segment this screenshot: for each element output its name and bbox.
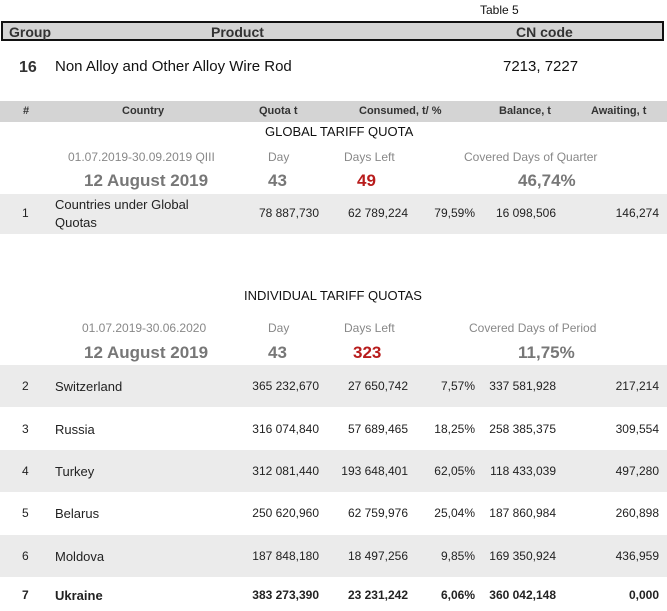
row-balance: 187 860,984 [489, 506, 556, 520]
global-date: 12 August 2019 [84, 171, 209, 190]
global-quota-title: GLOBAL TARIFF QUOTA [265, 124, 414, 139]
row-consumed: 193 648,401 [341, 464, 408, 478]
global-day: 43 [268, 171, 287, 190]
header-product: Product [211, 24, 264, 40]
row-awaiting: 497,280 [615, 464, 659, 478]
row-num: 1 [22, 206, 29, 220]
row-pct: 79,59% [434, 206, 475, 220]
individual-period: 01.07.2019-30.06.2020 [82, 321, 207, 335]
row-pct: 6,06% [440, 588, 475, 602]
row-awaiting: 146,274 [615, 206, 659, 220]
cn-code: 7213, 7227 [503, 58, 579, 75]
row-balance: 337 581,928 [489, 379, 556, 393]
row-country: Belarus [55, 506, 100, 521]
row-quota: 78 887,730 [258, 206, 319, 220]
individual-days-left: 323 [353, 343, 382, 362]
row-pct: 62,05% [434, 464, 475, 478]
row-quota: 365 232,670 [252, 379, 319, 393]
individual-date: 12 August 2019 [84, 343, 209, 362]
table-header [1, 21, 664, 41]
row-balance: 360 042,148 [489, 588, 556, 602]
global-days-left: 49 [357, 171, 376, 190]
col-quota: Quota t [259, 105, 298, 117]
col-balance: Balance, t [499, 105, 551, 117]
row-consumed: 62 759,976 [347, 506, 408, 520]
row-consumed: 27 650,742 [347, 379, 408, 393]
row-consumed: 57 689,465 [347, 422, 408, 436]
individual-day: 43 [268, 343, 287, 362]
row-country: Ukraine [55, 588, 103, 603]
row-country: Russia [55, 422, 95, 437]
table-row [0, 535, 667, 577]
row-awaiting: 436,959 [615, 549, 659, 563]
global-covered-label: Covered Days of Quarter [464, 150, 598, 164]
row-num: 3 [22, 422, 29, 436]
row-quota: 383 273,390 [252, 588, 319, 602]
row-balance: 258 385,375 [489, 422, 556, 436]
col-num: # [23, 105, 30, 117]
global-period: 01.07.2019-30.09.2019 QIII [68, 150, 215, 164]
row-quota: 250 620,960 [252, 506, 319, 520]
table-row [0, 408, 667, 450]
row-country: Countries under Global Quotas [55, 197, 189, 230]
individual-day-label: Day [268, 321, 290, 335]
row-country: Moldova [55, 549, 105, 564]
row-quota: 316 074,840 [252, 422, 319, 436]
header-group: Group [9, 24, 51, 40]
table-row [0, 492, 667, 534]
col-consumed: Consumed, t/ % [359, 105, 442, 117]
individual-covered-label: Covered Days of Period [469, 321, 597, 335]
row-consumed: 23 231,242 [347, 588, 408, 602]
row-country: Turkey [55, 464, 95, 479]
column-header-bar [0, 101, 667, 122]
row-quota: 187 848,180 [252, 549, 319, 563]
table-row [0, 365, 667, 407]
group-number: 16 [19, 59, 37, 76]
row-consumed: 18 497,256 [347, 549, 408, 563]
table-row [0, 578, 667, 611]
individual-covered: 11,75% [518, 343, 575, 362]
row-pct: 7,57% [440, 379, 475, 393]
row-balance: 118 433,039 [490, 464, 556, 478]
table-row [0, 450, 667, 492]
global-days-left-label: Days Left [344, 150, 395, 164]
row-balance: 16 098,506 [495, 206, 556, 220]
row-quota: 312 081,440 [252, 464, 319, 478]
row-consumed: 62 789,224 [347, 206, 408, 220]
row-num: 6 [22, 549, 29, 563]
row-awaiting: 217,214 [615, 379, 659, 393]
col-country: Country [122, 105, 165, 117]
col-awaiting: Awaiting, t [591, 105, 647, 117]
row-num: 4 [22, 464, 29, 478]
row-awaiting: 0,000 [628, 588, 659, 602]
row-awaiting: 309,554 [615, 422, 659, 436]
row-pct: 18,25% [434, 422, 475, 436]
global-day-label: Day [268, 150, 290, 164]
table-label: Table 5 [480, 3, 519, 17]
row-pct: 9,85% [440, 549, 475, 563]
row-awaiting: 260,898 [615, 506, 659, 520]
row-num: 7 [22, 588, 29, 602]
global-covered: 46,74% [518, 171, 576, 190]
header-cn-code: CN code [516, 24, 573, 40]
product-name: Non Alloy and Other Alloy Wire Rod [55, 58, 292, 75]
row-num: 5 [22, 506, 29, 520]
row-num: 2 [22, 379, 29, 393]
row-pct: 25,04% [434, 506, 475, 520]
row-country: Switzerland [55, 379, 123, 394]
row-balance: 169 350,924 [489, 549, 556, 563]
individual-quota-title: INDIVIDUAL TARIFF QUOTAS [244, 288, 422, 303]
individual-days-left-label: Days Left [344, 321, 395, 335]
table-row [0, 194, 667, 234]
